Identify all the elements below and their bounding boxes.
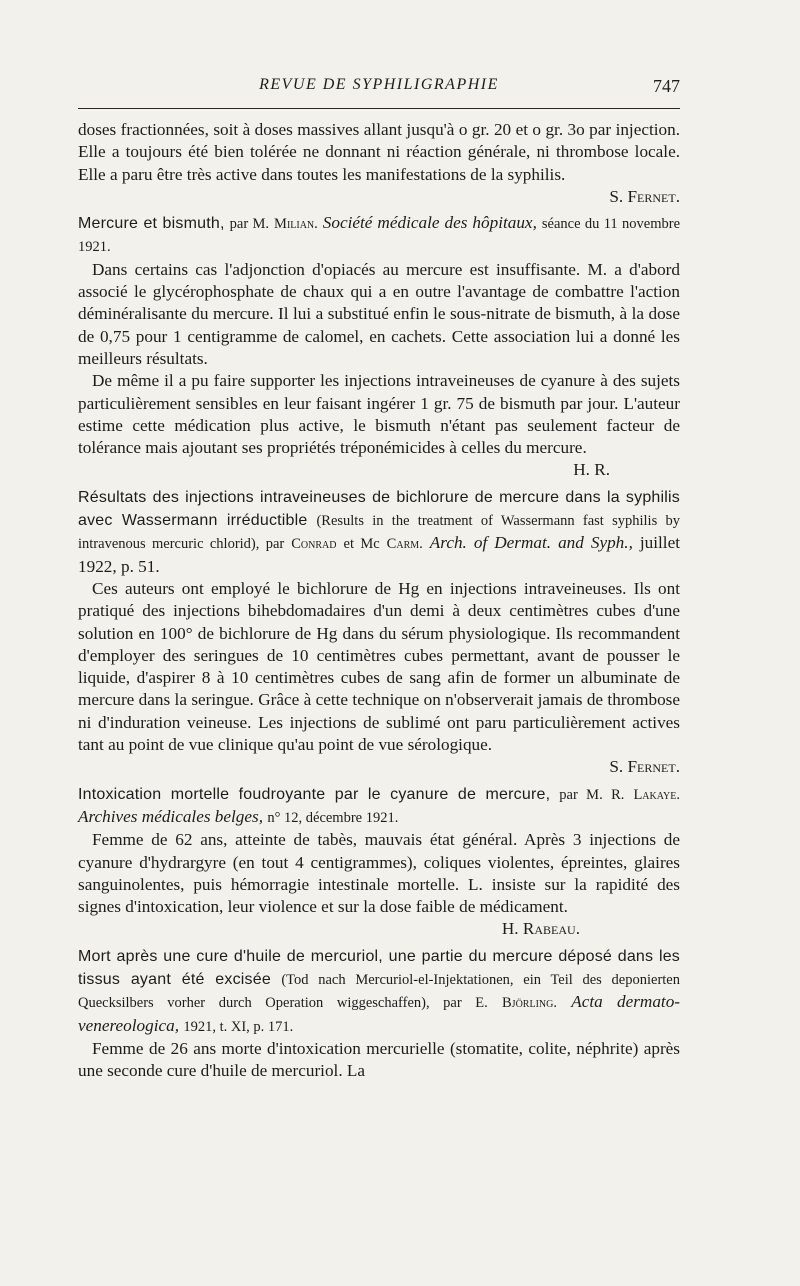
- intro-paragraph: doses fractionnées, soit à doses massives allant jusqu'à o gr. 20 et o gr. 3o par injection. Elle a toujours été bien tolérée ne donnant ni réaction générale, ni thrombose locale. Elle a paru être très active dans toutes les manifestations de la syphilis.: [78, 120, 680, 184]
- article-author: Lakaye.: [633, 786, 681, 803]
- article-journal: Acta dermato-venereologica,: [78, 992, 681, 1035]
- article-heading-mercuriol: [78, 945, 680, 1038]
- article-paragraph: Femme de 62 ans, atteinte de tabès, mauvais état général. Après 3 injections de cyanure d'hydrargyre (en tout 4 centigrammes), coliques violentes, épreintes, glaires sanguinolentes, puis hémorragie intestinale mortelle. L. insiste sur la rapidité des signes d'intoxication, leur violence et sur la dose faible de médicament.: [78, 830, 680, 917]
- article-date: 1921, t. XI, p. 171.: [183, 1018, 294, 1035]
- article-author: Björling.: [502, 995, 557, 1012]
- article-title: Intoxication mortelle foudroyante par le cyanure de mercure,: [78, 785, 551, 803]
- article-byline: par M.: [229, 216, 270, 233]
- article-author: Carm.: [386, 536, 423, 553]
- article-title: Mercure et bismuth,: [78, 215, 225, 233]
- article-date: séance du 11 novembre 1921.: [78, 216, 680, 256]
- article-paragraph: Dans certains cas l'adjonction d'opiacés au mercure est insuffisante. M. a d'abord associé le glycérophosphate de chaux qui a en outre l'avantage de combattre l'action déminéralisante du mercure. Il lui a substitué enfin le sous-nitrate de bismuth, à la dose de 0,75 pour 1 centigramme de calomel, en cachets. Cette association lui a donné les meilleurs résultats.: [78, 259, 680, 368]
- article-subtitle: (Results in the treatment of Wassermann fast syphilis by intravenous mercuric chlorid), par: [78, 513, 681, 553]
- article-author: Conrad: [291, 536, 337, 553]
- article-heading-intoxication: [78, 783, 680, 830]
- page-content: [78, 119, 680, 1082]
- article-subtitle: (Tod nach Mercuriol-el-Injektationen, ein Teil des deponierten Quecksilbers vorher durch Operation wiggeschaffen), par E.: [78, 971, 680, 1012]
- page-number: 747: [653, 76, 680, 96]
- page-header: [78, 76, 680, 100]
- article-title: Résultats des injections intraveineuses de bichlorure de mercure dans la syphilis avec Wassermann irréductible: [78, 488, 680, 530]
- article-journal: Arch. of Dermat. and Syph.,: [429, 533, 633, 553]
- article-date: n° 12, décembre 1921.: [267, 809, 399, 826]
- article-conjunction: et Mc: [343, 536, 380, 553]
- article-byline: par M. R.: [559, 786, 625, 803]
- article-paragraph: De même il a pu faire supporter les injections intraveineuses de cyanure à des sujets particulièrement sensibles en leur faisant ingérer 1 gr. 75 de bismuth par jour. L'auteur estime cette médication plus active, le bismuth n'étant pas seulement facteur de tolérance mais ajoutant ses propriétés tréponémicides à celles du mercure.: [78, 371, 680, 458]
- article-signature: H. R.: [573, 460, 610, 480]
- header-rule: [78, 108, 680, 109]
- article-signature: H. Rabeau.: [501, 919, 580, 939]
- article-heading-mercure-bismuth: [78, 212, 680, 259]
- article-signature: S. Fernet.: [609, 757, 680, 777]
- intro-signature: S. Fernet.: [609, 186, 680, 206]
- article-date: juillet 1922, p. 51.: [78, 533, 680, 576]
- article-journal: Archives médicales belges,: [78, 806, 264, 826]
- article-title: Mort après une cure d'huile de mercuriol, une partie du mercure déposé dans les tissus ayant été excisée: [78, 947, 680, 988]
- article-author: Milian.: [274, 216, 318, 233]
- article-heading-bichlorure: [78, 486, 680, 578]
- article-paragraph: Femme de 26 ans morte d'intoxication mercurielle (stomatite, colite, néphrite) après une seconde cure d'huile de mercuriol. La: [78, 1038, 680, 1081]
- article-journal: Société médicale des hôpitaux,: [322, 213, 537, 233]
- running-title: REVUE DE SYPHILIGRAPHIE: [259, 76, 499, 93]
- article-paragraph: Ces auteurs ont employé le bichlorure de Hg en injections intraveineuses. Ils ont pratiqué des injections bihebdomadaires d'un demi à deux centimètres cubes d'une solution en 100° de bichlorure de Hg dans du sérum physiologique. Ils recommandent d'employer des seringues de 10 centimètres cubes permettant, avant de pousser le liquide, d'aspirer 8 à 10 centimètres cubes de sang afin de former un albuminate de mercure dans la seringue. Grâce à cette technique on n'observerait jamais de thrombose ni d'induration veineuse. Les injections de sublimé ont paru particulièrement actives tant au point de vue clinique qu'au point de vue sérologique.: [78, 578, 680, 755]
